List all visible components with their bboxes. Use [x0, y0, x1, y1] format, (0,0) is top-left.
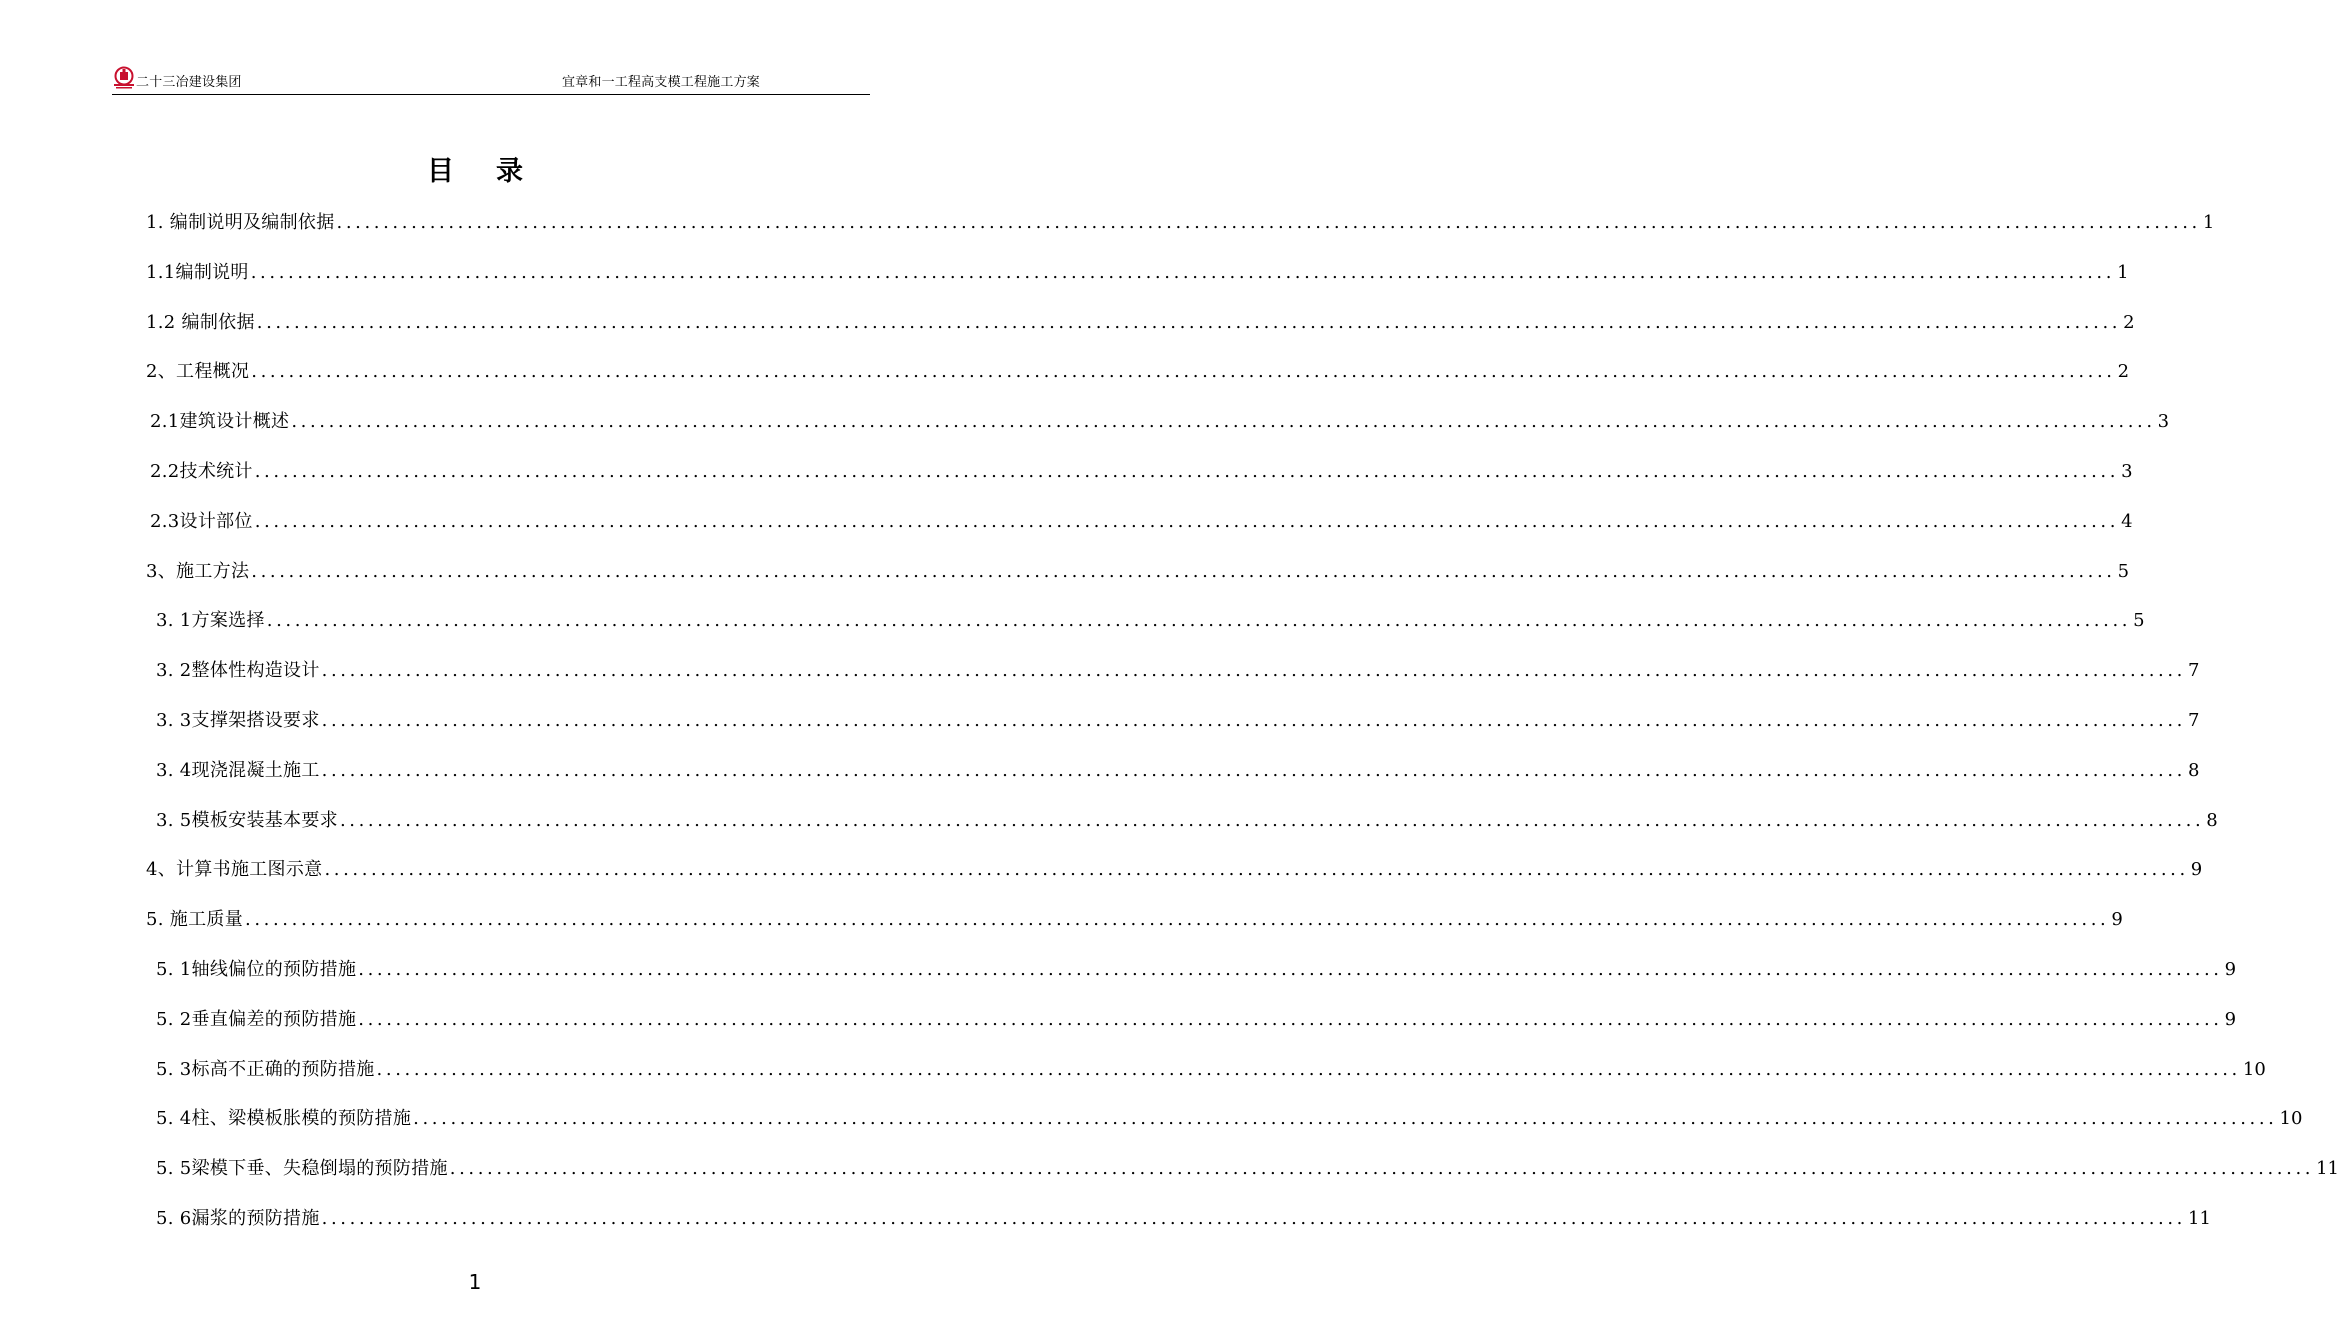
toc-entry[interactable]	[146, 208, 2215, 238]
toc-entry[interactable]	[146, 905, 2123, 935]
toc-entry-label: 3. 4现浇混凝土施工	[156, 759, 320, 781]
toc-entry-page: 10	[2279, 1108, 2303, 1130]
toc-entry[interactable]	[156, 1104, 2303, 1134]
toc-entry[interactable]	[156, 606, 2145, 636]
toc-entry[interactable]	[146, 557, 2130, 587]
toc-entry-label: 5. 1轴线偏位的预防措施	[156, 959, 357, 980]
toc-dot-leader: ........................................................................................................................................................................................................	[321, 710, 2186, 731]
toc-entry[interactable]	[156, 955, 2237, 985]
toc-entry-label: 1.1编制说明	[146, 261, 249, 283]
toc-dot-leader: ........................................................................................................................................................................................................	[251, 361, 2116, 383]
page-header	[112, 64, 870, 95]
toc-entry-label: 3. 5模板安装基本要求	[156, 809, 338, 831]
toc-entry[interactable]	[146, 258, 2129, 288]
toc-entry-label: 1. 编制说明及编制依据	[146, 212, 335, 233]
toc-entry[interactable]	[150, 507, 2133, 537]
toc-entry-label: 5. 4柱、梁模板胀模的预防措施	[156, 1108, 412, 1130]
toc-entry[interactable]	[150, 407, 2170, 437]
toc-dot-leader: ........................................................................................................................................................................................................	[251, 560, 2116, 582]
toc-dot-leader: ........................................................................................................................................................................................................	[256, 311, 2122, 333]
toc-entry[interactable]	[156, 1055, 2266, 1085]
toc-entry-page: 1	[2117, 261, 2129, 283]
toc-entry-page: 11	[2316, 1158, 2339, 1180]
toc-entry[interactable]	[156, 1154, 2339, 1184]
toc-entry-label: 5. 3标高不正确的预防措施	[156, 1058, 375, 1080]
toc-entry-page: 7	[2188, 660, 2200, 682]
toc-entry-page: 9	[2111, 909, 2123, 931]
toc-entry-label: 1.2 编制依据	[146, 311, 255, 333]
toc-entry[interactable]	[146, 357, 2130, 387]
toc-entry-label: 2、工程概况	[146, 361, 250, 383]
toc-entry[interactable]	[150, 457, 2133, 487]
toc-title: 目录	[427, 156, 565, 187]
toc-entry-label: 5. 施工质量	[146, 909, 243, 931]
company-logo-icon	[112, 66, 136, 90]
toc-dot-leader: ........................................................................................................................................................................................................	[339, 809, 2205, 831]
toc-entry-page: 3	[2121, 461, 2133, 482]
toc-entry[interactable]	[146, 308, 2135, 338]
toc-entry[interactable]	[156, 1204, 2211, 1234]
toc-entry-page: 4	[2121, 510, 2133, 532]
toc-dot-leader: ........................................................................................................................................................................................................	[291, 411, 2156, 433]
toc-entry[interactable]	[156, 656, 2200, 686]
toc-entry-page: 3	[2157, 411, 2170, 433]
toc-dot-leader: ........................................................................................................................................................................................................	[321, 759, 2186, 781]
toc-entry-page: 10	[2242, 1058, 2266, 1080]
toc-entry[interactable]	[156, 706, 2200, 736]
toc-entry[interactable]	[146, 855, 2203, 885]
toc-dot-leader: ........................................................................................................................................................................................................	[413, 1108, 2278, 1130]
toc-dot-leader: ........................................................................................................................................................................................................	[321, 660, 2186, 682]
toc-entry-label: 3. 3支撑架搭设要求	[156, 710, 320, 731]
toc-dot-leader: ........................................................................................................................................................................................................	[321, 1208, 2186, 1229]
toc-entry[interactable]	[156, 1005, 2237, 1035]
toc-entry-page: 1	[2202, 212, 2215, 233]
toc-entry-page: 2	[2117, 361, 2130, 383]
toc-entry-page: 5	[2133, 610, 2145, 632]
toc-dot-leader: ........................................................................................................................................................................................................	[266, 610, 2132, 632]
toc-entry-label: 2.3设计部位	[150, 510, 253, 532]
organization-name: 二十三冶建设集团	[136, 75, 242, 90]
toc-dot-leader: ........................................................................................................................................................................................................	[358, 1008, 2223, 1030]
toc-entry-label: 5. 2垂直偏差的预防措施	[156, 1008, 357, 1030]
page-number: 1	[468, 1270, 482, 1294]
toc-entry-label: 3. 1方案选择	[156, 610, 265, 632]
toc-dot-leader: ........................................................................................................................................................................................................	[324, 859, 2189, 881]
toc-entry-page: 8	[2188, 759, 2200, 781]
toc-dot-leader: ........................................................................................................................................................................................................	[250, 261, 2116, 283]
toc-entry-page: 8	[2206, 809, 2218, 831]
toc-entry-label: 5. 6漏浆的预防措施	[156, 1208, 320, 1229]
toc-dot-leader: ........................................................................................................................................................................................................	[254, 510, 2120, 532]
toc-entry-page: 5	[2117, 560, 2130, 582]
toc-entry-page: 9	[2224, 959, 2237, 980]
toc-entry[interactable]	[156, 806, 2218, 836]
toc-entry-page: 9	[2190, 859, 2203, 881]
toc-entry-page: 9	[2224, 1008, 2237, 1030]
toc-entry-label: 3. 2整体性构造设计	[156, 660, 320, 682]
toc-entry-page: 2	[2123, 311, 2135, 333]
toc-entry-page: 7	[2188, 710, 2200, 731]
document-title: 宜章和一工程高支模工程施工方案	[561, 75, 760, 90]
toc-dot-leader: ........................................................................................................................................................................................................	[254, 461, 2120, 482]
toc-entry[interactable]	[156, 756, 2200, 786]
toc-entry-label: 4、计算书施工图示意	[146, 859, 323, 881]
toc-entry-label: 2.2技术统计	[150, 461, 253, 482]
toc-entry-page: 11	[2188, 1208, 2211, 1229]
toc-entry-label: 3、施工方法	[146, 560, 250, 582]
toc-entry-label: 5. 5梁模下垂、失稳倒塌的预防措施	[156, 1158, 448, 1180]
toc-dot-leader: ........................................................................................................................................................................................................	[449, 1158, 2315, 1180]
toc-entry-label: 2.1建筑设计概述	[150, 411, 290, 433]
toc-dot-leader: ........................................................................................................................................................................................................	[336, 212, 2201, 233]
toc-dot-leader: ........................................................................................................................................................................................................	[358, 959, 2223, 980]
toc-dot-leader: ........................................................................................................................................................................................................	[376, 1058, 2241, 1080]
toc-dot-leader: ........................................................................................................................................................................................................	[245, 909, 2110, 931]
